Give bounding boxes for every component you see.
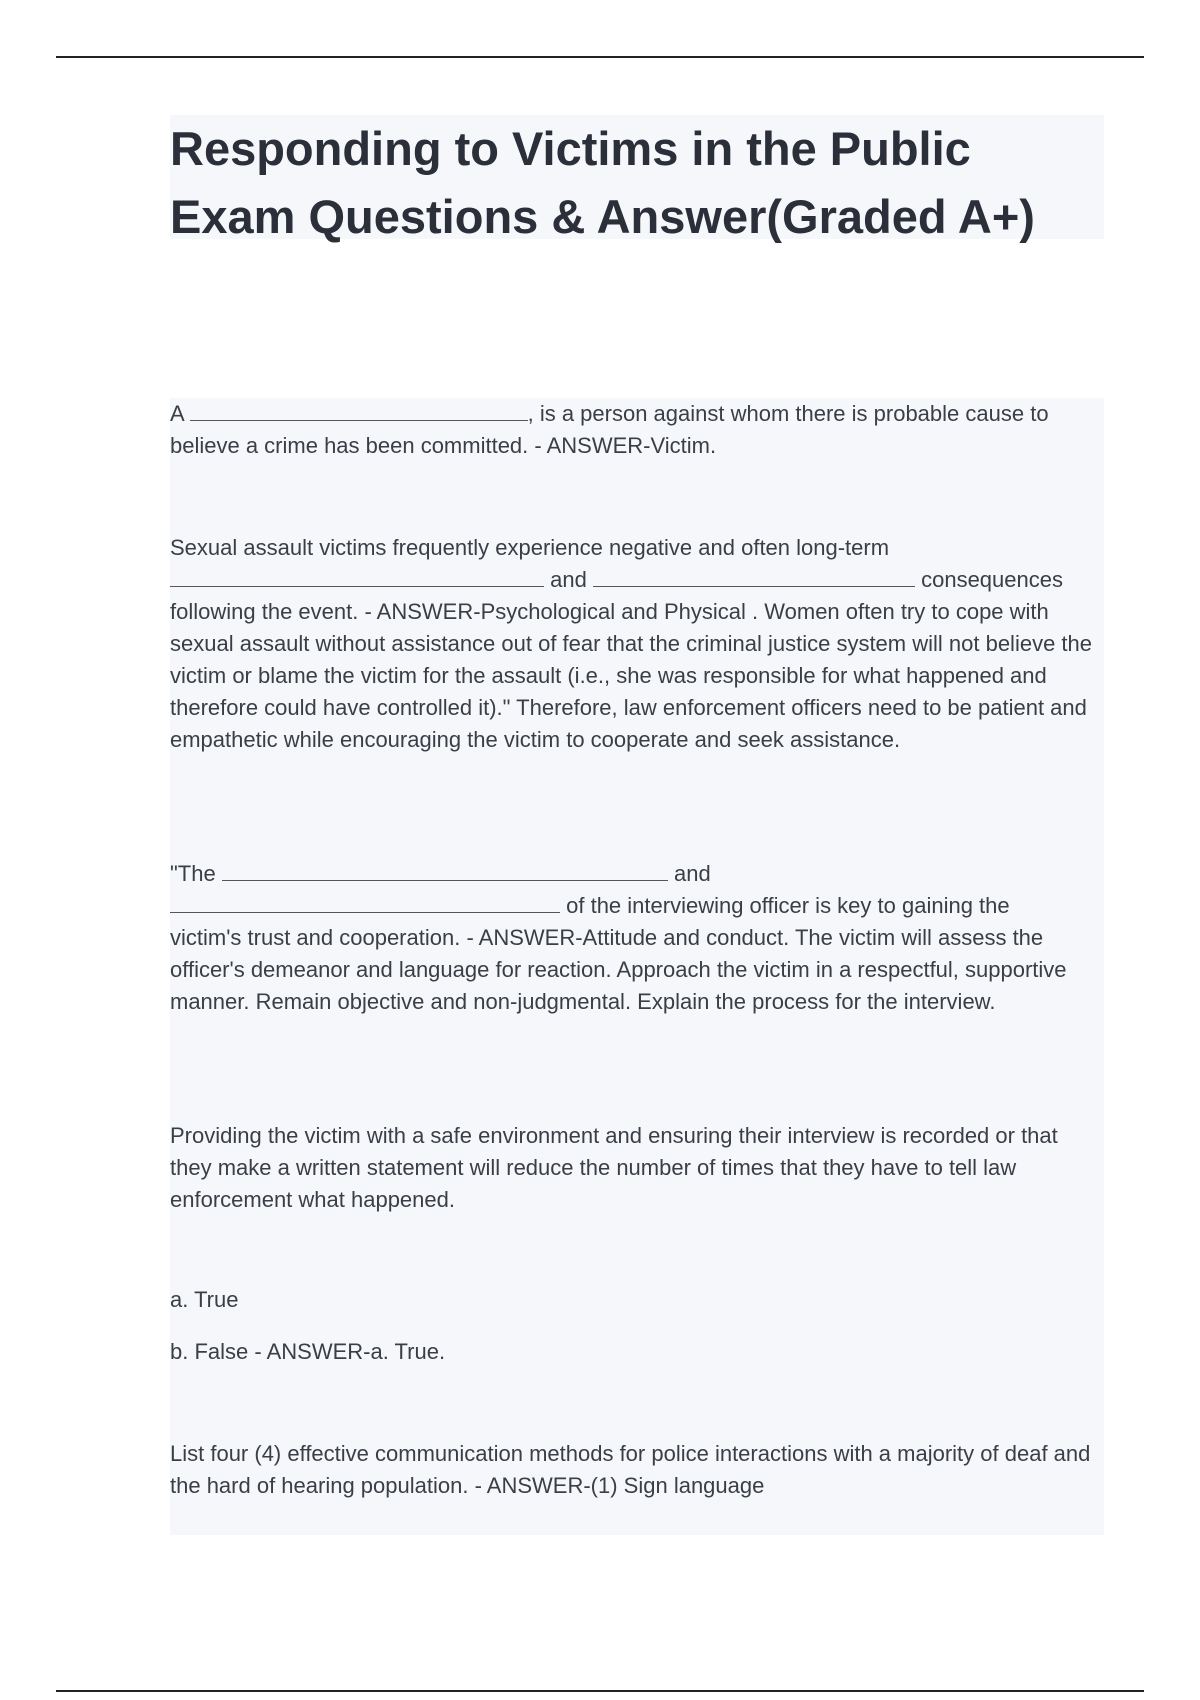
option-b: b. False - ANSWER-a. True. [170, 1339, 446, 1364]
q2-post: consequences [921, 567, 1063, 592]
question-5: List four (4) effective communication methods for police interactions with a majority of deaf and the hard of hearing population. - ANSWER-(1) Sign language [170, 1441, 1091, 1498]
title-block [170, 115, 1104, 243]
q2-rest: following the event. - ANSWER-Psychological and Physical . Women often try to cope with sexual assault without assistance out of fear that the criminal justice system will not believe the victim or blame the victim for the assault (i.e., she was responsible for what happened and therefore could have controlled it)." Therefore, law enforcement officers need to be patient and empathetic while encouraging the victim to cooperate and seek assistance. [170, 599, 1093, 752]
answer-blank [170, 892, 560, 913]
footer-rule [56, 1690, 1144, 1692]
answer-blank [190, 400, 528, 421]
answer-blank [222, 860, 668, 881]
q2-mid: and [550, 567, 587, 592]
q3-rest: victim's trust and cooperation. - ANSWER-Attitude and conduct. The victim will assess the officer's demeanor and language for reaction. Approach the victim in a respectful, supportive manner. Remain objective and non-judgmental. Explain the process for the interview. [170, 925, 1067, 1014]
qa-content [170, 398, 1104, 1535]
q3-pre: "The [170, 861, 216, 886]
answer-blank [593, 566, 915, 587]
title-line-2: Exam Questions & Answer(Graded A+) [170, 190, 1035, 243]
q2-blank-line [170, 564, 1104, 596]
q2-line1: Sexual assault victims frequently experience negative and often long-term [170, 535, 890, 560]
q3-blank-line-1 [170, 858, 1104, 890]
q1-post: , is a person against whom there is probable cause to believe a crime has been committed. - ANSWER-Victim. [170, 401, 1049, 458]
question-3 [170, 858, 1104, 1018]
option-a: a. True [170, 1287, 239, 1312]
question-1 [170, 398, 1104, 462]
question-4: Providing the victim with a safe environment and ensuring their interview is recorded or that they make a written statement will reduce the number of times that they have to tell law enforcement what happened. [170, 1123, 1058, 1212]
header-rule [56, 56, 1144, 58]
document-title [170, 115, 1104, 251]
answer-blank [170, 566, 544, 587]
question-2 [170, 532, 1104, 756]
q3-mid: and [673, 861, 711, 886]
q3-post: of the interviewing officer is key to gaining the [566, 893, 1010, 918]
q1-pre: A [170, 401, 184, 426]
q3-blank-line-2 [170, 890, 1104, 922]
title-line-1: Responding to Victims in the Public [170, 122, 971, 175]
